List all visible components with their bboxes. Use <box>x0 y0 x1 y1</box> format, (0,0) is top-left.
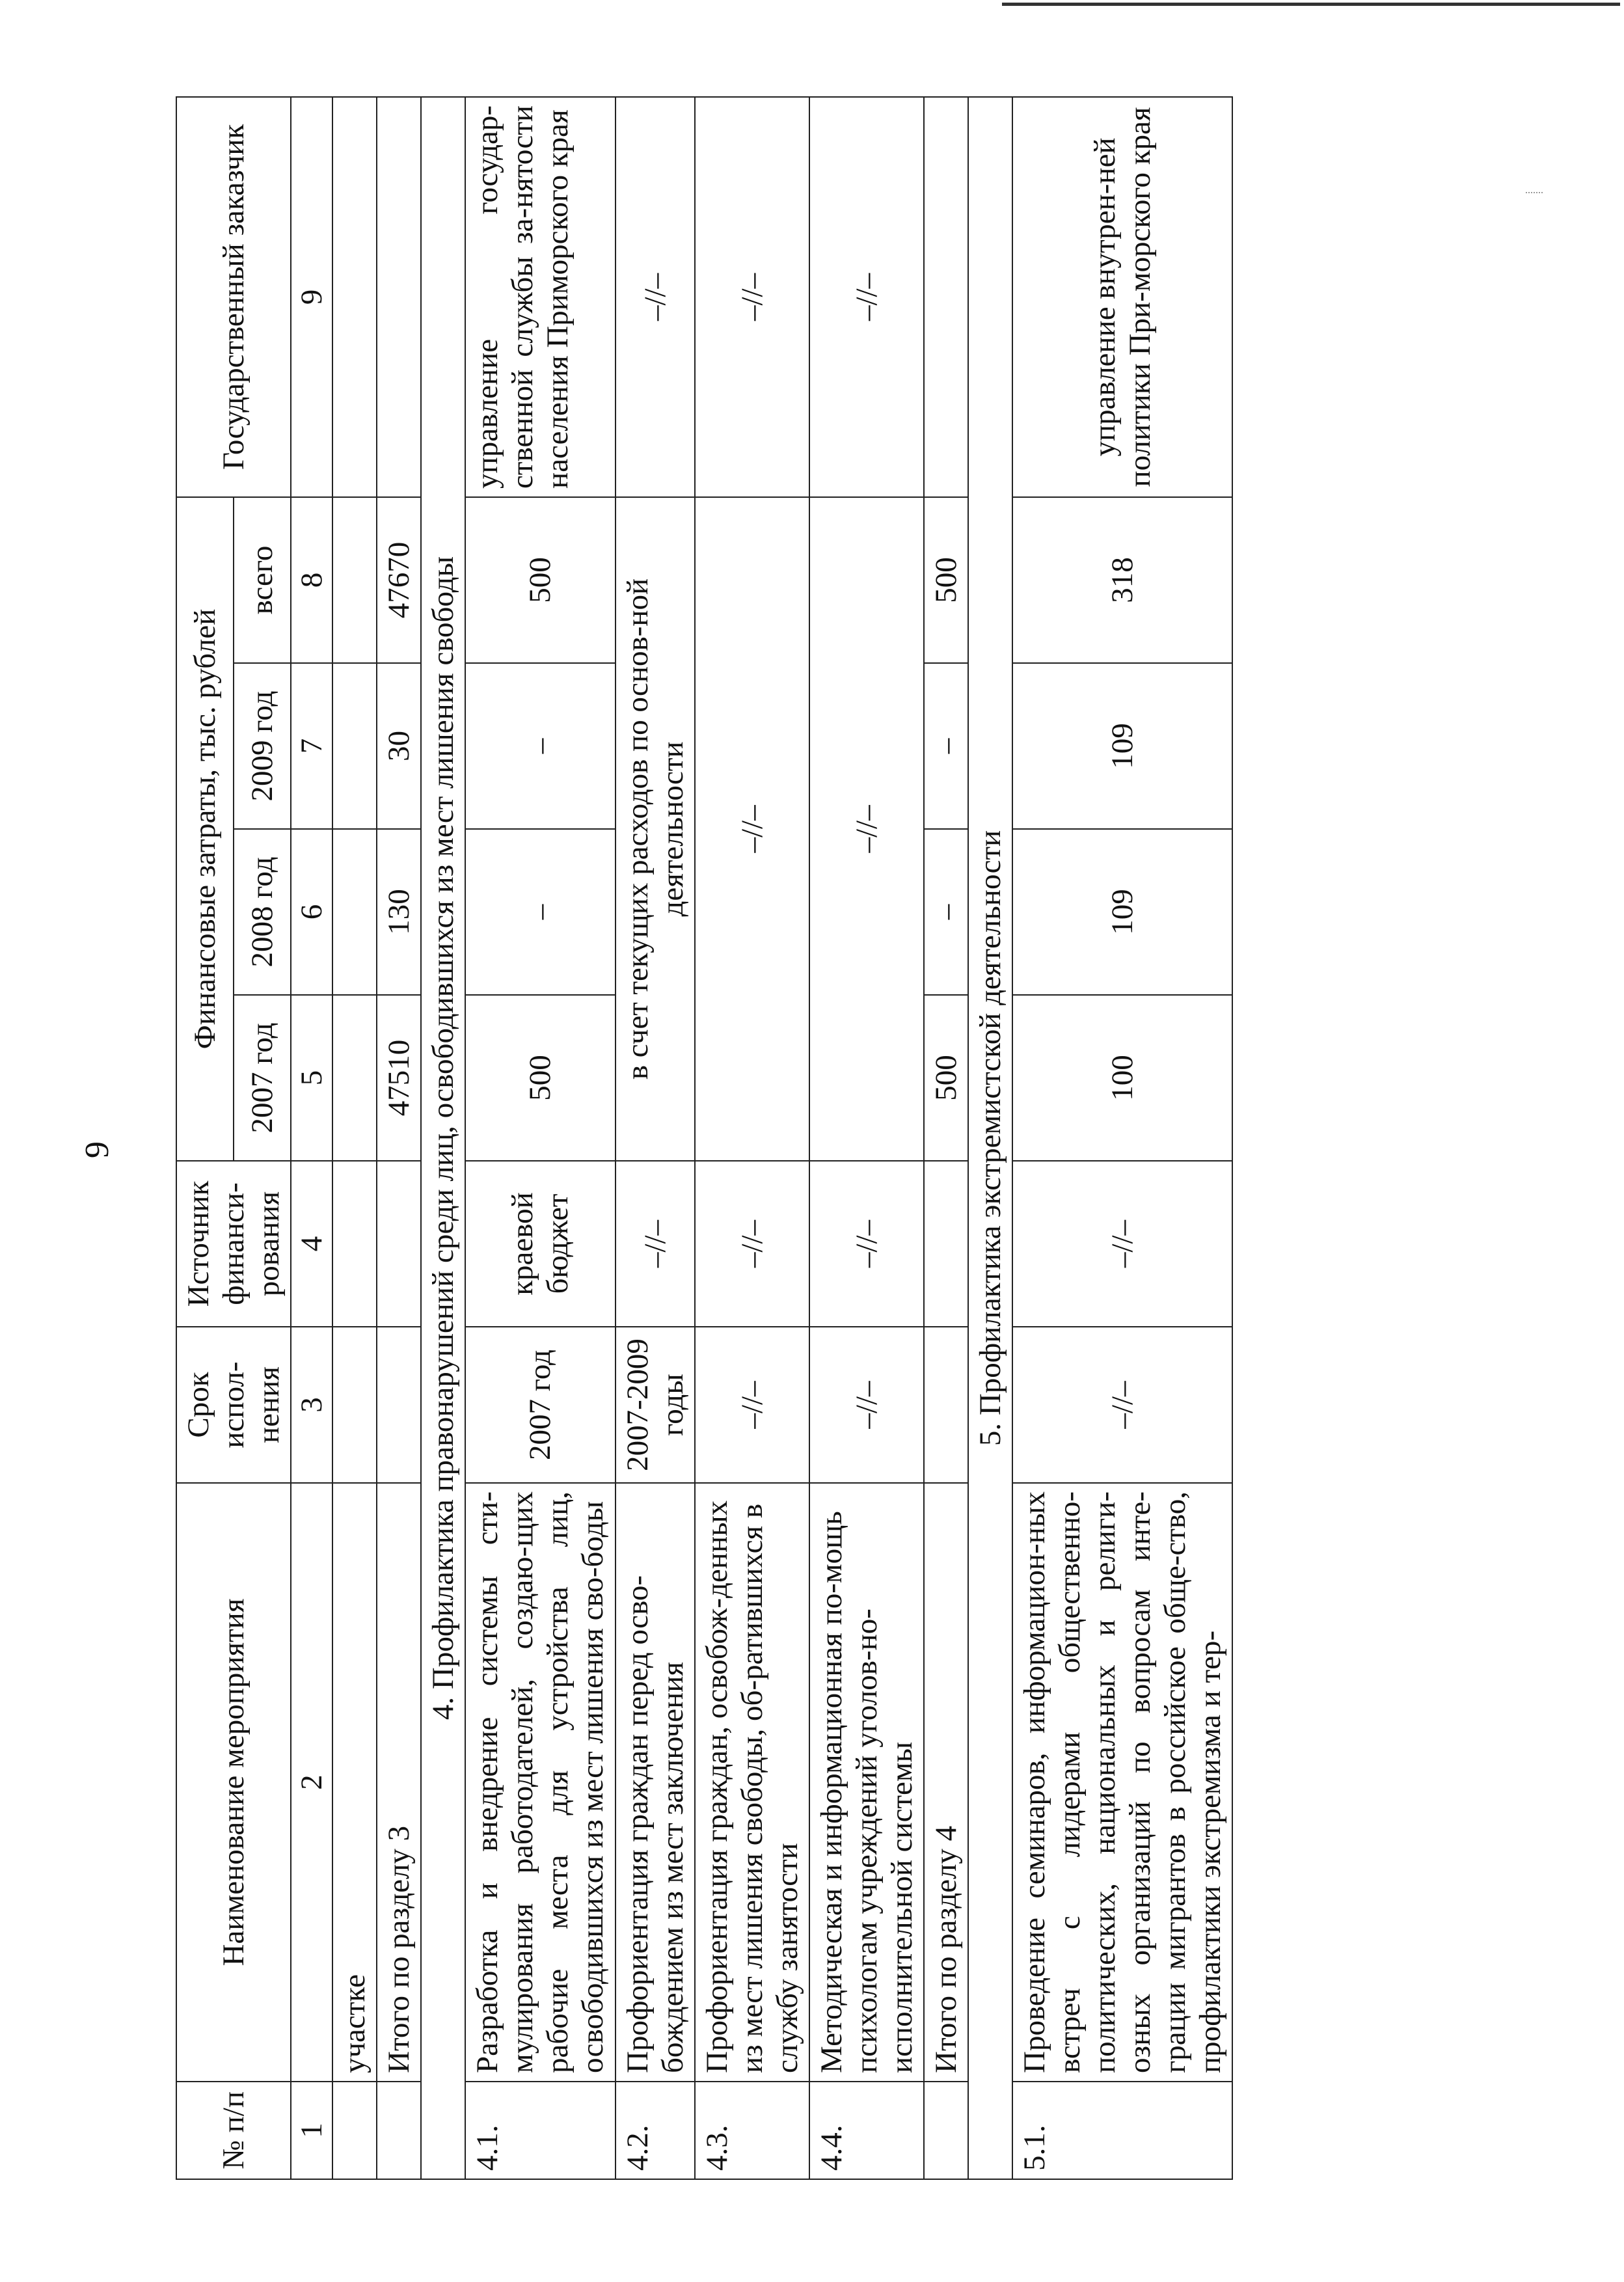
section-4-row <box>421 97 465 2179</box>
rotated-table-container <box>176 98 1431 2180</box>
row-2008: – <box>465 829 615 995</box>
row-customer: –//– <box>695 97 809 497</box>
row-fin: –//– <box>695 497 809 1161</box>
itogo-4-2009: – <box>924 663 968 829</box>
measures-table <box>176 96 1233 2180</box>
itogo-4-2008: – <box>924 829 968 995</box>
row-customer: управление внутрен-ней политики При-морского края <box>1012 97 1232 497</box>
row-source: –//– <box>695 1161 809 1327</box>
itogo-3-2009: 30 <box>377 663 421 829</box>
itogo-3-label: Итого по разделу 3 <box>377 1483 421 2082</box>
row-4-2 <box>616 97 695 2179</box>
header-term: Срок испол-нения <box>176 1327 291 1483</box>
row-customer: управление государ-ственной службы за-нятости населения Приморского края <box>465 97 615 497</box>
header-name: Наименование мероприятия <box>176 1483 291 2082</box>
row-term: –//– <box>809 1327 924 1483</box>
row-source: –//– <box>809 1161 924 1327</box>
row-source: –//– <box>616 1161 695 1327</box>
row-number: 4.3. <box>695 2082 809 2179</box>
itogo-4-total: 500 <box>924 497 968 663</box>
row-name: Профориентация граждан, освобож-денных из мест лишения свободы, об-ратившихся в службу занятости <box>695 1483 809 2082</box>
header-no: № п/п <box>176 2082 291 2179</box>
row-term: 2007-2009 годы <box>616 1327 695 1483</box>
itogo-3-2008: 130 <box>377 829 421 995</box>
row-term: –//– <box>1012 1327 1232 1483</box>
continuation-row <box>332 97 377 2179</box>
header-2009: 2009 год <box>234 663 291 829</box>
row-2009: – <box>465 663 615 829</box>
itogo-4-row <box>924 97 968 2179</box>
row-fin-note: в счет текущих расходов по основ-ной деятельности <box>616 497 695 1161</box>
colnum: 5 <box>291 995 332 1161</box>
header-2008: 2008 год <box>234 829 291 995</box>
row-customer: –//– <box>809 97 924 497</box>
row-customer: –//– <box>616 97 695 497</box>
row-name: Разработка и внедрение системы сти-мулирования работодателей, создаю-щих рабочие места для устройства лиц, освободившихся из мест лишения сво-боды <box>465 1483 615 2082</box>
itogo-3-2007: 47510 <box>377 995 421 1161</box>
row-2007: 500 <box>465 995 615 1161</box>
row-5-1 <box>1012 97 1232 2179</box>
row-source: краевой бюджет <box>465 1161 615 1327</box>
row-2007: 100 <box>1012 995 1232 1161</box>
header-row-1 <box>176 97 234 2179</box>
colnum: 8 <box>291 497 332 663</box>
colnum: 2 <box>291 1483 332 2082</box>
continuation-text: участке <box>332 1483 377 2082</box>
colnum: 6 <box>291 829 332 995</box>
row-number: 4.4. <box>809 2082 924 2179</box>
header-customer: Государственный заказчик <box>176 97 291 497</box>
itogo-3-total: 47670 <box>377 497 421 663</box>
header-fin: Финансовые затраты, тыс. рублей <box>176 497 234 1161</box>
colnum: 7 <box>291 663 332 829</box>
row-2009: 109 <box>1012 663 1232 829</box>
header-source: Источник финанси-рования <box>176 1161 291 1327</box>
row-number: 5.1. <box>1012 2082 1232 2179</box>
row-number: 4.1. <box>465 2082 615 2179</box>
row-term: 2007 год <box>465 1327 615 1483</box>
header-total: всего <box>234 497 291 663</box>
column-numbers-row <box>291 97 332 2179</box>
colnum: 1 <box>291 2082 332 2179</box>
header-2007: 2007 год <box>234 995 291 1161</box>
row-fin: –//– <box>809 497 924 1161</box>
row-name: Проведение семинаров, информацион-ных встреч с лидерами общественно-политических, национальных и религи-озных организаций по вопросам инте-грации мигрантов в российское обще-ство, профилактики экстремизма и тер- <box>1012 1483 1232 2082</box>
itogo-3-row <box>377 97 421 2179</box>
row-2008: 109 <box>1012 829 1232 995</box>
itogo-4-label: Итого по разделу 4 <box>924 1483 968 2082</box>
row-name: Профориентация граждан перед осво-бождением из мест заключения <box>616 1483 695 2082</box>
section-4-title: 4. Профилактика правонарушений среди лиц, освободившихся из мест лишения свободы <box>421 97 465 2179</box>
itogo-4-2007: 500 <box>924 995 968 1161</box>
row-4-1 <box>465 97 615 2179</box>
row-4-3 <box>695 97 809 2179</box>
row-term: –//– <box>695 1327 809 1483</box>
row-total: 318 <box>1012 497 1232 663</box>
section-5-title: 5. Профилактика экстремистской деятельности <box>968 97 1012 2179</box>
row-number: 4.2. <box>616 2082 695 2179</box>
scan-speck <box>1526 192 1543 205</box>
row-total: 500 <box>465 497 615 663</box>
colnum: 9 <box>291 97 332 497</box>
page-number: 9 <box>79 1141 116 1158</box>
section-5-row <box>968 97 1012 2179</box>
row-source: –//– <box>1012 1161 1232 1327</box>
top-edge-line <box>1002 3 1620 6</box>
colnum: 3 <box>291 1327 332 1483</box>
row-name: Методическая и информационная по-мощь психологам учреждений уголов-но-исполнительной системы <box>809 1483 924 2082</box>
colnum: 4 <box>291 1161 332 1327</box>
row-4-4 <box>809 97 924 2179</box>
